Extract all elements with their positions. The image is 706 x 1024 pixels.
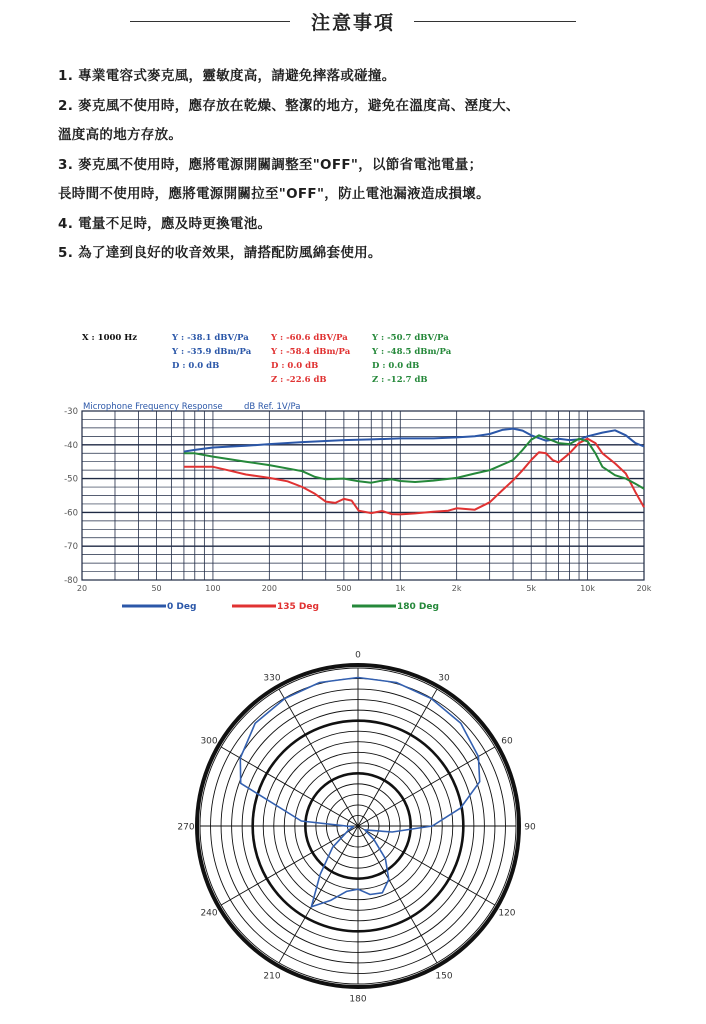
readout-green-dbm: Y : -48.5 dBm/Pa (372, 347, 452, 357)
y-tick-label: -70 (64, 542, 78, 553)
y-tick-label: -30 (64, 407, 78, 417)
polar-angle-label: 210 (263, 971, 281, 982)
readout-red-dbv: Y : -60.6 dBV/Pa (271, 333, 348, 343)
y-tick-label: -60 (64, 508, 78, 519)
chart-title: Microphone Frequency Response (83, 402, 223, 412)
x-tick-label: 20k (636, 584, 652, 593)
polar-angle-label: 0 (355, 650, 361, 661)
polar-angle-label: 120 (498, 908, 516, 919)
readout-blue-dbv: Y : -38.1 dBV/Pa (172, 333, 249, 343)
readout-red-dbm: Y : -58.4 dBm/Pa (271, 347, 351, 357)
polar-angle-label: 180 (349, 994, 367, 1005)
polar-series-line-0 (240, 678, 479, 907)
readout-blue-d: D : 0.0 dB (172, 361, 220, 371)
x-tick-label: 100 (205, 584, 221, 593)
polar-spoke (279, 826, 358, 963)
polar-angle-label: 270 (177, 822, 195, 833)
x-tick-label: 20 (76, 584, 88, 593)
readout-blue-dbm: Y : -35.9 dBm/Pa (172, 347, 252, 357)
x-tick-label: 200 (261, 584, 277, 593)
polar-series-group (240, 678, 479, 907)
title-rule-right (414, 21, 576, 22)
polar-spoke (279, 689, 358, 826)
note-item: 1. 專業電容式麥克風，靈敏度高，請避免摔落或碰撞。 (58, 68, 396, 84)
note-item: 3. 麥克風不使用時，應將電源開關調整至"OFF"，以節省電池電量； (58, 156, 483, 173)
y-tick-label: -80 (64, 576, 78, 586)
x-tick-label: 1k (395, 584, 406, 593)
page-title: 注意事項 (310, 12, 395, 34)
polar-spoke (221, 826, 358, 905)
y-tick-label: -40 (64, 440, 78, 451)
chart-legend (122, 602, 439, 612)
x-tick-label: 10k (580, 584, 596, 593)
x-tick-label: 2k (451, 584, 462, 593)
note-item: 2. 麥克風不使用時，應存放在乾燥、整潔的地方，避免在溫度高、溼度大、 (58, 97, 520, 114)
polar-grid (197, 665, 519, 987)
y-tick-label: -50 (64, 474, 78, 485)
frequency-response-chart (0, 396, 706, 626)
polar-angle-label: 150 (435, 971, 453, 982)
polar-angle-label: 300 (200, 736, 218, 747)
readout-red-z: Z : -22.6 dB (271, 375, 327, 385)
note-item: 長時間不使用時，應將電源開關拉至"OFF"，防止電池漏液造成損壞。 (58, 186, 490, 202)
polar-pattern-chart (0, 650, 706, 1010)
x-tick-label: 500 (336, 584, 352, 593)
polar-angle-label: 30 (438, 673, 450, 684)
polar-spoke (358, 747, 495, 826)
note-item: 溫度高的地方存放。 (58, 127, 183, 143)
legend-label-1: 135 Deg (277, 602, 319, 612)
note-item: 4. 電量不足時，應及時更換電池。 (58, 215, 272, 232)
readout-green-z: Z : -12.7 dB (372, 375, 428, 385)
polar-angle-label: 90 (524, 822, 536, 833)
chart-grid (82, 411, 644, 580)
note-item: 5. 為了達到良好的收音效果，請搭配防風綿套使用。 (58, 245, 382, 261)
polar-angle-label: 240 (200, 908, 218, 919)
polar-spoke (358, 689, 437, 826)
notice-header (0, 4, 706, 38)
readout-x: X : 1000 Hz (82, 333, 138, 343)
legend-label-2: 180 Deg (397, 602, 439, 612)
x-tick-label: 50 (151, 584, 162, 593)
readout-red-d: D : 0.0 dB (271, 361, 319, 371)
polar-angle-label: 330 (263, 673, 281, 684)
polar-angle-label: 60 (501, 736, 513, 747)
readout-green-d: D : 0.0 dB (372, 361, 420, 371)
chart-ylabel: dB Ref. 1V/Pa (244, 402, 301, 412)
legend-label-0: 0 Deg (167, 602, 197, 612)
x-tick-label: 5k (526, 584, 537, 593)
readout-green-dbv: Y : -50.7 dBV/Pa (372, 333, 449, 343)
notes-list (58, 62, 698, 269)
